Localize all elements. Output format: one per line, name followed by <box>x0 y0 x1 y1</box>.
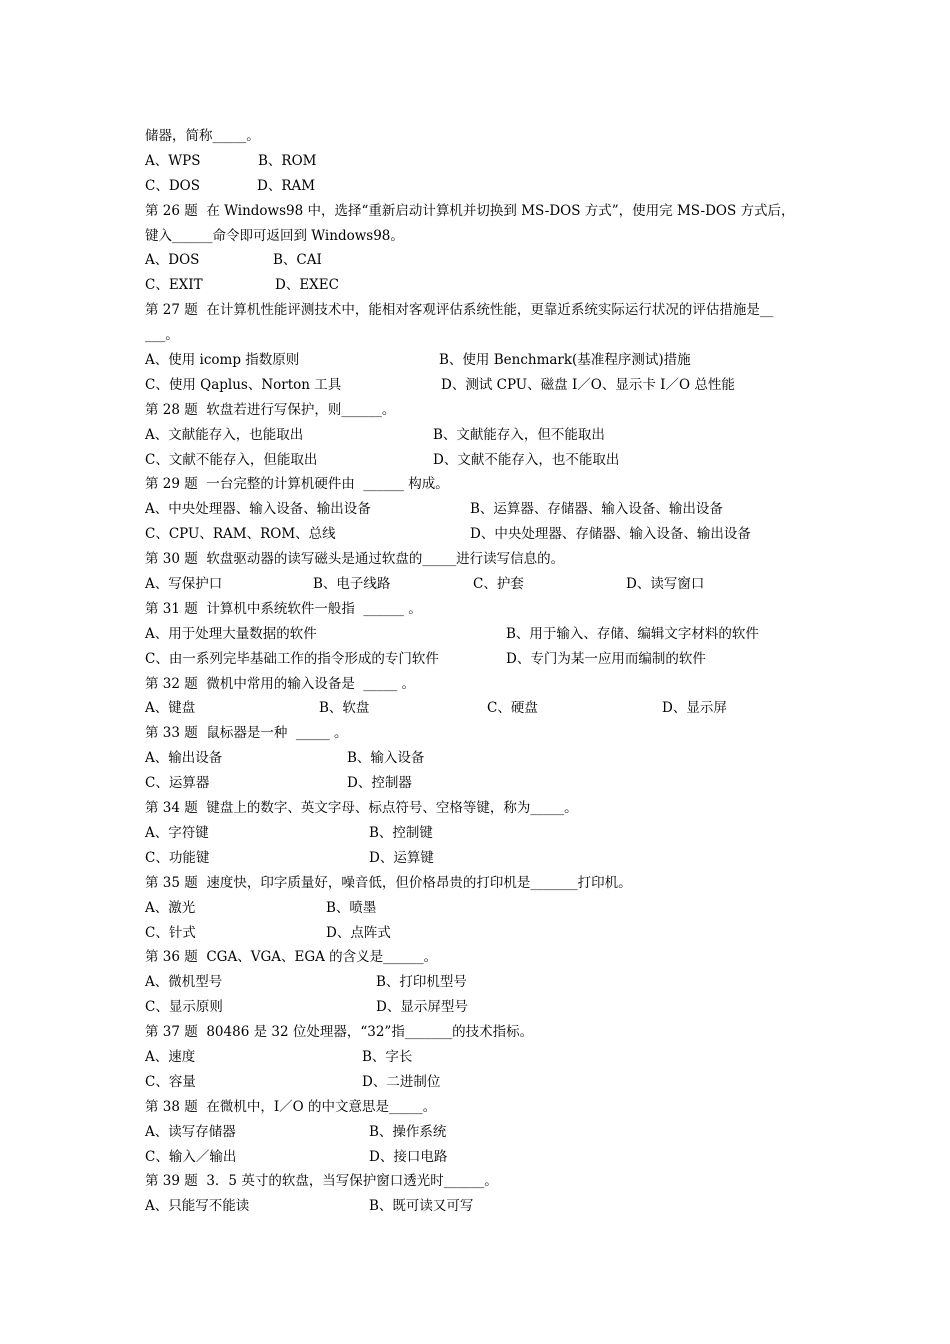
answer-option: A、激光 <box>145 899 196 916</box>
answer-option: C、运算器 <box>145 775 210 792</box>
options-line <box>145 149 825 174</box>
options-line <box>145 1045 825 1070</box>
question-line: 第 35 题 速度快，印字质量好，噪音低，但价格昂贵的打印机是_______打印机。 <box>145 874 632 891</box>
options-line <box>145 448 825 473</box>
answer-option: B、喷墨 <box>326 899 377 916</box>
answer-option: D、点阵式 <box>326 924 391 941</box>
answer-option: C、EXIT <box>145 277 203 294</box>
answer-option: C、显示原则 <box>145 999 223 1016</box>
question-line: 第 31 题 计算机中系统软件一般指 ______ 。 <box>145 600 422 617</box>
answer-option: D、RAM <box>257 177 316 194</box>
answer-option: C、功能键 <box>145 849 210 866</box>
answer-option: B、既可读又可写 <box>369 1198 474 1215</box>
question-line: 第 34 题 键盘上的数字、英文字母、标点符号、空格等键，称为_____。 <box>145 800 578 817</box>
options-line <box>145 373 825 398</box>
answer-option: D、控制器 <box>347 775 412 792</box>
answer-option: D、显示屏型号 <box>376 999 468 1016</box>
options-line <box>145 696 825 721</box>
answer-option: B、控制键 <box>369 824 433 841</box>
answer-option: A、WPS <box>145 152 201 169</box>
answer-option: D、中央处理器、存储器、输入设备、输出设备 <box>470 526 751 543</box>
options-line <box>145 174 825 199</box>
answer-option: A、键盘 <box>145 700 196 717</box>
answer-option: A、读写存储器 <box>145 1123 236 1140</box>
answer-option: B、输入设备 <box>347 750 425 767</box>
answer-option: B、文献能存入，但不能取出 <box>433 426 605 443</box>
options-line <box>145 1070 825 1095</box>
answer-option: A、输出设备 <box>145 750 223 767</box>
answer-option: D、运算键 <box>369 849 434 866</box>
answer-option: D、显示屏 <box>662 700 727 717</box>
options-line <box>145 995 825 1020</box>
question-line: 第 37 题 80486 是 32 位处理器，“32”指_______的技术指标。 <box>145 1024 534 1041</box>
options-line <box>145 572 825 597</box>
options-line <box>145 1120 825 1145</box>
answer-option: C、CPU、RAM、ROM、总线 <box>145 526 336 543</box>
question-line: 第 28 题 软盘若进行写保护，则______。 <box>145 401 396 418</box>
answer-option: B、打印机型号 <box>376 974 467 991</box>
answer-option: A、只能写不能读 <box>145 1198 250 1215</box>
options-line <box>145 1194 825 1219</box>
options-line <box>145 846 825 871</box>
question-line: 第 26 题 在 Windows98 中，选择“重新启动计算机并切换到 MS-DOS 方式”，使用完 MS-DOS 方式后， <box>145 202 795 219</box>
answer-option: C、输入／输出 <box>145 1148 237 1165</box>
answer-option: B、软盘 <box>319 700 370 717</box>
answer-option: C、文献不能存入，但能取出 <box>145 451 318 468</box>
question-line: 键入______命令即可返回到 Windows98。 <box>145 227 404 244</box>
answer-option: C、由一系列完毕基础工作的指令形成的专门软件 <box>145 650 439 667</box>
answer-option: A、中央处理器、输入设备、输出设备 <box>145 501 371 518</box>
answer-option: C、使用 Qaplus、Norton 工具 <box>145 376 342 393</box>
answer-option: D、读写窗口 <box>626 576 705 593</box>
options-line <box>145 248 825 273</box>
question-line: 第 27 题 在计算机性能评测技术中，能相对客观评估系统性能，更靠近系统实际运行状况的评估措施是__ <box>145 302 774 319</box>
question-line: 第 30 题 软盘驱动器的读写磁头是通过软盘的_____进行读写信息的。 <box>145 551 565 568</box>
answer-option: B、使用 Benchmark(基准程序测试)措施 <box>439 352 691 369</box>
options-line <box>145 348 825 373</box>
answer-option: B、电子线路 <box>313 576 391 593</box>
question-line: 第 36 题 CGA、VGA、EGA 的含义是______。 <box>145 949 438 966</box>
answer-option: B、操作系统 <box>369 1123 447 1140</box>
answer-option: C、针式 <box>145 924 196 941</box>
options-line <box>145 522 825 547</box>
options-line <box>145 771 825 796</box>
answer-option: B、运算器、存储器、输入设备、输出设备 <box>470 501 723 518</box>
answer-option: A、文献能存入，也能取出 <box>145 426 304 443</box>
options-line <box>145 622 825 647</box>
options-line <box>145 921 825 946</box>
answer-option: A、微机型号 <box>145 974 223 991</box>
answer-option: D、测试 CPU、磁盘 I／O、显示卡 I／O 总性能 <box>441 376 735 393</box>
answer-option: B、ROM <box>258 152 317 169</box>
answer-option: C、容量 <box>145 1073 196 1090</box>
document-page <box>145 124 825 1219</box>
question-line: ___。 <box>145 327 179 344</box>
answer-option: A、字符键 <box>145 824 209 841</box>
options-line <box>145 647 825 672</box>
question-line: 第 33 题 鼠标器是一种 _____ 。 <box>145 725 348 742</box>
answer-option: A、写保护口 <box>145 576 223 593</box>
question-line: 储器，简称_____。 <box>145 128 260 144</box>
answer-option: D、接口电路 <box>369 1148 448 1165</box>
answer-option: B、用于输入、存储、编辑文字材料的软件 <box>506 625 759 642</box>
answer-option: C、硬盘 <box>487 700 538 717</box>
options-line <box>145 821 825 846</box>
options-line <box>145 1145 825 1170</box>
question-line: 第 29 题 一台完整的计算机硬件由 ______ 构成。 <box>145 476 449 493</box>
answer-option: A、速度 <box>145 1048 196 1065</box>
answer-option: C、护套 <box>473 576 524 593</box>
options-line <box>145 273 825 298</box>
options-line <box>145 896 825 921</box>
answer-option: D、EXEC <box>275 277 339 294</box>
question-line: 第 38 题 在微机中，I／O 的中文意思是_____。 <box>145 1098 437 1115</box>
question-line: 第 32 题 微机中常用的输入设备是 _____ 。 <box>145 675 415 692</box>
options-line <box>145 970 825 995</box>
answer-option: A、使用 icomp 指数原则 <box>145 352 300 369</box>
answer-option: C、DOS <box>145 177 200 194</box>
answer-option: B、字长 <box>362 1048 413 1065</box>
answer-option: A、DOS <box>145 252 200 269</box>
options-line <box>145 497 825 522</box>
answer-option: D、二进制位 <box>362 1073 441 1090</box>
answer-option: D、专门为某一应用而编制的软件 <box>506 650 706 667</box>
options-line <box>145 746 825 771</box>
options-line <box>145 423 825 448</box>
answer-option: A、用于处理大量数据的软件 <box>145 625 317 642</box>
question-line: 第 39 题 3．5 英寸的软盘，当写保护窗口透光时______。 <box>145 1173 498 1190</box>
answer-option: D、文献不能存入，也不能取出 <box>433 451 620 468</box>
answer-option: B、CAI <box>273 252 322 269</box>
